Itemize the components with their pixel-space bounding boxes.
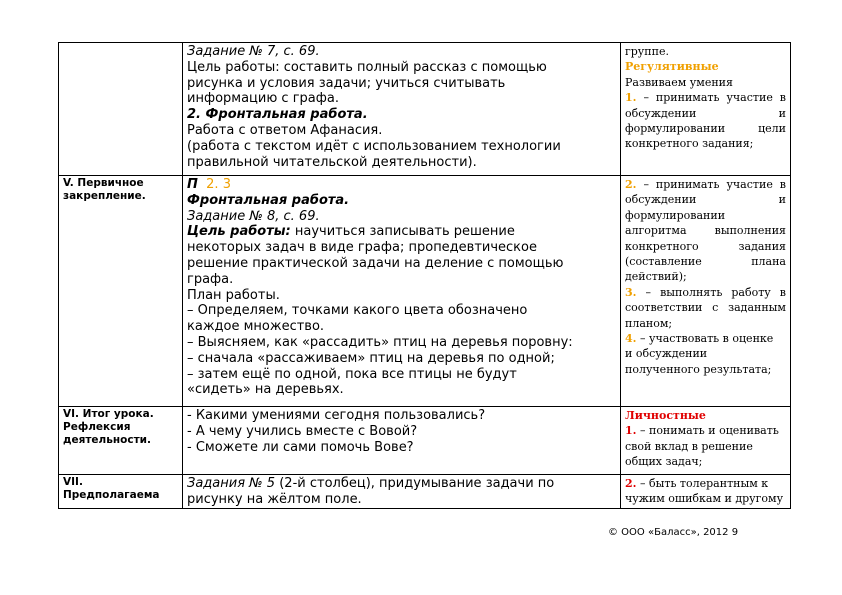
page-footer: © ООО «Баласс», 2012 9 — [608, 527, 739, 538]
table-row — [59, 176, 791, 407]
work-text: План работы. — [187, 287, 280, 303]
work-text: графа. — [187, 271, 234, 287]
skills-cell — [621, 407, 791, 475]
stage-label: Предполагаема — [63, 489, 160, 501]
skill-number: 4. — [625, 332, 637, 346]
skills-text: (составление плана — [625, 255, 786, 269]
work-text: информацию с графа. — [187, 91, 339, 107]
skill-number: 2. — [625, 178, 637, 191]
work-text: некоторых задач в виде графа; пропедевтическое — [187, 240, 537, 256]
skill-text: – принимать участие в — [643, 178, 786, 191]
skill-ref: 2. — [206, 177, 219, 192]
work-cell — [183, 407, 621, 475]
skill-ref: 3 — [222, 177, 231, 192]
work-text: правильной читательской деятельности). — [187, 154, 477, 170]
goal-text: научиться записывать решение — [294, 224, 515, 240]
skills-text: обсуждении и — [625, 193, 786, 207]
skills-text: общих задач; — [625, 455, 703, 469]
skills-text: чужим ошибкам и другому — [625, 492, 784, 506]
skills-text: формулировании цели — [625, 122, 786, 136]
skills-text — [625, 285, 786, 300]
stage-cell — [59, 407, 183, 475]
table-row — [59, 43, 791, 176]
work-question: - А чему учились вместе с Вовой? — [187, 423, 418, 439]
work-text: «сидеть» на деревьях. — [187, 382, 344, 398]
skill-number: 1. — [625, 91, 637, 105]
skills-cell — [621, 176, 791, 407]
skills-text — [625, 177, 786, 192]
skills-text — [625, 476, 786, 491]
stage-label: VI. Итог урока. — [63, 408, 154, 420]
stage-cell — [59, 176, 183, 407]
work-text: Работа с ответом Афанасия. — [187, 122, 383, 138]
skill-number: 2. — [625, 477, 637, 490]
lesson-plan-table — [58, 42, 791, 509]
skills-text: свой вклад в решение — [625, 439, 753, 453]
skills-text: формулировании — [625, 208, 726, 222]
skills-cell — [621, 475, 791, 509]
work-question: - Сможете ли сами помочь Вове? — [187, 439, 414, 455]
skills-cell — [621, 43, 791, 176]
work-text — [187, 224, 616, 240]
skills-category: Личностные — [625, 409, 706, 422]
work-heading: 2. Фронтальная работа. — [187, 107, 368, 123]
skill-number: 1. — [625, 424, 637, 438]
work-cell — [183, 475, 621, 509]
skills-text: полученного результата; — [625, 362, 772, 376]
work-text: – Определяем, точками какого цвета обозначено — [187, 303, 528, 319]
skill-number: 3. — [625, 285, 637, 299]
work-marker: П — [187, 177, 198, 192]
stage-cell — [59, 475, 183, 509]
skills-text: планом; — [625, 316, 673, 330]
work-text: (работа с текстом идёт с использованием технологии — [187, 138, 561, 154]
skill-text: – выполнять работу в — [645, 285, 786, 299]
skills-text: Развиваем умения — [625, 75, 733, 89]
stage-label: деятельности. — [63, 434, 152, 446]
skill-text: – понимать и оценивать — [639, 424, 779, 438]
skills-text — [625, 331, 786, 346]
work-cell — [183, 43, 621, 176]
skills-text: группе. — [625, 45, 669, 58]
skills-text: конкретного задания; — [625, 137, 754, 151]
skills-text — [625, 90, 786, 105]
work-text: решение практической задачи на деление с помощью — [187, 255, 564, 271]
work-cell — [183, 176, 621, 407]
work-heading: Фронтальная работа. — [187, 192, 350, 208]
skills-text: алгоритма выполнения — [625, 224, 786, 238]
skill-text: – принимать участие в — [643, 91, 786, 105]
work-text: – сначала «рассаживаем» птиц на деревья по одной; — [187, 350, 555, 366]
work-text-rest: (2-й столбец), придумывание задачи по — [279, 476, 555, 491]
skills-text: и обсуждении — [625, 347, 708, 361]
table-row — [59, 475, 791, 509]
stage-label: закрепление. — [63, 190, 146, 202]
goal-label: Цель работы: — [187, 224, 291, 240]
stage-label: Рефлексия — [63, 421, 131, 433]
stage-label: VII. — [63, 476, 83, 488]
skills-text: обсуждении и — [625, 106, 786, 120]
task-title: Задания № 5 — [187, 476, 276, 491]
stage-label: V. Первичное — [63, 177, 144, 189]
table-row — [59, 407, 791, 475]
skills-text: действий); — [625, 270, 687, 284]
work-text: – Выясняем, как «рассадить» птиц на деревья поровну: — [187, 334, 573, 350]
skills-text: соответствии с заданным — [625, 301, 786, 315]
work-text — [187, 177, 616, 193]
work-text: рисунка и условия задачи; учиться считывать — [187, 75, 506, 91]
work-question: - Какими умениями сегодня пользовались? — [187, 408, 486, 423]
work-text — [187, 476, 616, 492]
work-text: – затем ещё по одной, пока все птицы не будут — [187, 366, 517, 382]
skills-text — [625, 423, 786, 438]
skills-category: Регулятивные — [625, 60, 719, 74]
skill-text: – участвовать в оценке — [639, 332, 774, 346]
work-text: Цель работы: составить полный рассказ с помощью — [187, 59, 547, 75]
task-title: Задание № 7, с. 69. — [187, 44, 320, 59]
work-text: рисунку на жёлтом поле. — [187, 491, 362, 507]
skills-text: конкретного задания — [625, 239, 786, 253]
skill-text: – быть толерантным к — [639, 477, 769, 490]
task-title: Задание № 8, с. 69. — [187, 208, 320, 224]
work-text: каждое множество. — [187, 319, 325, 335]
stage-cell — [59, 43, 183, 176]
